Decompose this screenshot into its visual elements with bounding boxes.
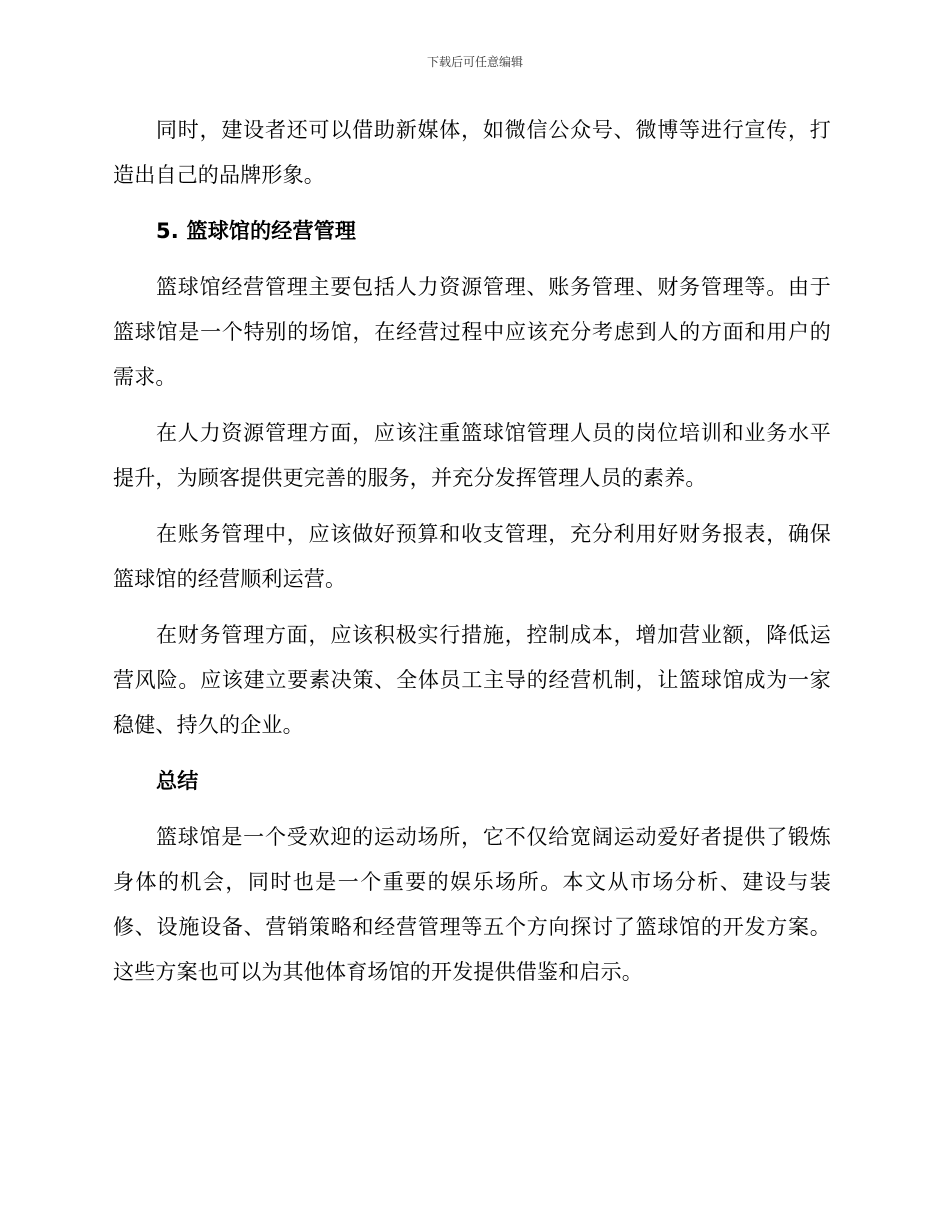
section-heading-summary: 总结 xyxy=(156,769,199,793)
page-header-note: 下载后可任意编辑 xyxy=(426,55,523,69)
paragraph-accounts-management: 在账务管理中，应该做好预算和收支管理，充分利用好财务报表，确保篮球馆的经营顺利运营。 xyxy=(113,522,831,591)
section-heading-operations: 5. 篮球馆的经营管理 xyxy=(156,219,357,243)
paragraph-summary: 篮球馆是一个受欢迎的运动场所，它不仅给宽阔运动爱好者提供了锻炼身体的机会，同时也是一个重要的娱乐场所。本文从市场分析、建设与装修、设施设备、营销策略和经营管理等五个方向探讨了篮球馆的开发方案。这些方案也可以为其他体育场馆的开发提供借鉴和启示。 xyxy=(113,825,831,984)
paragraph-operations-overview: 篮球馆经营管理主要包括人力资源管理、账务管理、财务管理等。由于篮球馆是一个特别的场馆，在经营过程中应该充分考虑到人的方面和用户的需求。 xyxy=(113,275,831,389)
document-body xyxy=(113,108,831,1006)
paragraph-new-media-promotion: 同时，建设者还可以借助新媒体，如微信公众号、微博等进行宣传，打造出自己的品牌形象。 xyxy=(113,118,831,187)
paragraph-financial-management: 在财务管理方面，应该积极实行措施，控制成本，增加营业额，降低运营风险。应该建立要素决策、全体员工主导的经营机制，让篮球馆成为一家稳健、持久的企业。 xyxy=(113,623,831,737)
paragraph-human-resources: 在人力资源管理方面，应该注重篮球馆管理人员的岗位培训和业务水平提升，为顾客提供更完善的服务，并充分发挥管理人员的素养。 xyxy=(113,421,831,490)
